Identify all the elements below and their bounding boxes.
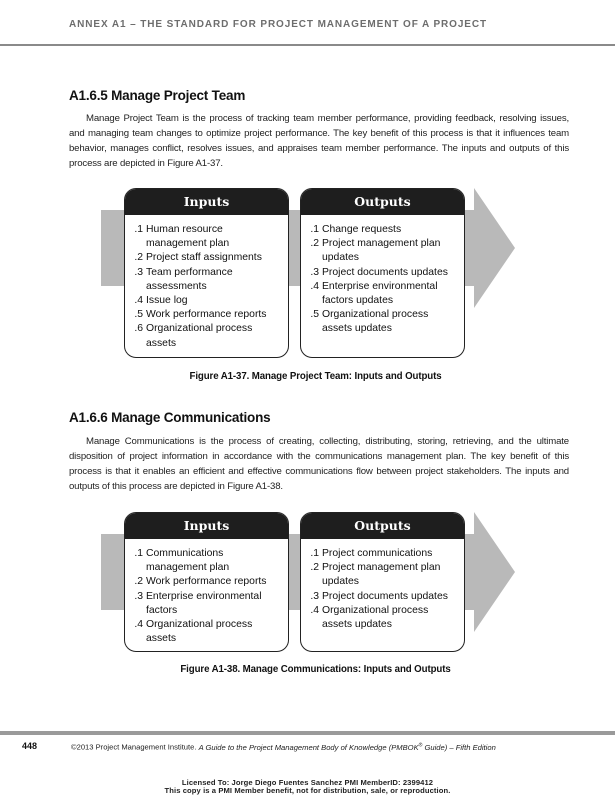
list-item: .3 Project documents updates: [310, 266, 448, 278]
list-item: .4 Organizational process assets: [134, 619, 253, 645]
copyright-line: ©2013 Project Management Institute. A Guide to the Project Management Body of Knowledge (PMBOK® Guide) – Fifth Edition: [71, 742, 496, 752]
outputs-box: [300, 512, 465, 652]
list-item: .4 Enterprise environmental factors updates: [310, 280, 438, 307]
page-header: [0, 0, 615, 46]
figure-caption-a1-38: Figure A1-38. Manage Communications: Inputs and Outputs: [180, 664, 451, 675]
list-item: .2 Project management plan updates: [310, 238, 441, 264]
list-item: .3 Team performance assessments: [134, 266, 233, 292]
list-item: .2 Project management plan updates: [310, 562, 441, 588]
inputs-list: [125, 539, 288, 646]
running-title: ANNEX A1 – THE STANDARD FOR PROJECT MANAGEMENT OF A PROJECT: [69, 19, 487, 30]
figure-caption-a1-37: Figure A1-37. Manage Project Team: Inputs and Outputs: [189, 371, 442, 382]
list-item: .5 Work performance reports: [134, 309, 267, 321]
list-item: .1 Project communications: [310, 548, 433, 559]
license-line-2: This copy is a PMI Member benefit, not for distribution, sale, or reproduction.: [164, 786, 451, 795]
inputs-title: Inputs: [125, 189, 288, 215]
inputs-box: [124, 512, 289, 652]
list-item: .3 Project documents updates: [310, 590, 448, 602]
inputs-box: [124, 188, 289, 358]
inputs-list: [125, 215, 288, 351]
list-item: .5 Organizational process assets updates: [310, 309, 429, 335]
license-line-1: Licensed To: Jorge Diego Fuentes Sanchez PMI MemberID: 2399412: [181, 778, 434, 787]
outputs-list: [301, 215, 464, 337]
list-item: .3 Enterprise environmental factors: [134, 590, 262, 616]
figure-a1-37: [97, 188, 517, 366]
outputs-list: [301, 539, 464, 632]
footer-rule: [0, 731, 615, 735]
section-heading-manage-communications: A1.6.6 Manage Communications: [69, 410, 271, 425]
section-body-manage-communications: Manage Communications is the process of creating, collecting, distributing, storing, retrieving, and the ultimate disposition of project information in accordance with the communications management plan. The key benefit of this process is that it enables an efficient and effective communications flow between project stakeholders. The inputs and outputs of this process are depicted in Figure A1-38.: [69, 436, 569, 492]
section-heading-manage-project-team: A1.6.5 Manage Project Team: [69, 88, 246, 103]
inputs-title: Inputs: [125, 513, 288, 539]
list-item: .4 Issue log: [134, 295, 188, 307]
list-item: .2 Work performance reports: [134, 576, 267, 588]
outputs-title: Outputs: [301, 189, 464, 215]
list-item: .4 Organizational process assets updates: [310, 604, 429, 631]
outputs-title: Outputs: [301, 513, 464, 539]
list-item: .1 Communications management plan: [134, 548, 230, 574]
list-item: .2 Project staff assignments: [134, 252, 262, 264]
list-item: .6 Organizational process assets: [134, 323, 253, 349]
list-item: .1 Change requests: [310, 224, 402, 235]
section-body-manage-project-team: Manage Project Team is the process of tracking team member performance, providing feedback, resolving issues, and managing team changes to optimize project performance. The key benefit of this process is that it influences team behavior, manages conflict, resolves issues, and appraises team member performance. The inputs and outputs of this process are depicted in Figure A1-37.: [69, 113, 569, 169]
page-number: 448: [22, 741, 38, 751]
list-item: .1 Human resource management plan: [134, 224, 230, 250]
outputs-box: [300, 188, 465, 358]
